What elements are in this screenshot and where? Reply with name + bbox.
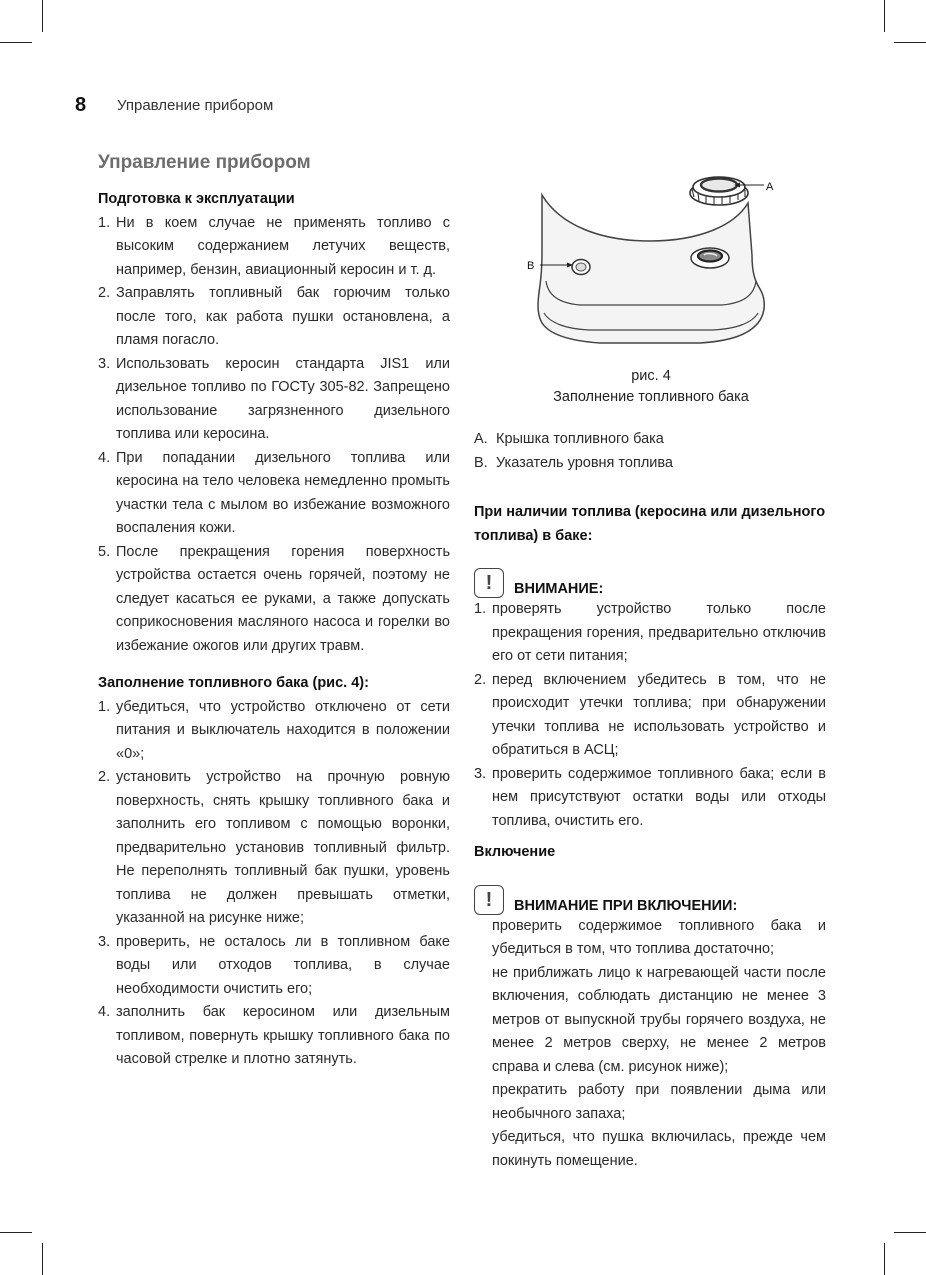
switch-on-paragraphs	[474, 915, 826, 1174]
warning-title: ВНИМАНИЕ ПРИ ВКЛЮЧЕНИИ:	[514, 897, 738, 914]
section-title: Управление прибором	[98, 152, 311, 173]
crop-mark	[42, 0, 43, 32]
crop-mark	[884, 0, 885, 32]
list-item: 1. проверять устройство только после прекращения горения, предварительно отключив его от сети питания;	[474, 601, 826, 664]
switch-on-heading: Включение	[474, 844, 556, 860]
crop-mark	[884, 1243, 885, 1275]
list-item: 2. установить устройство на прочную ровную поверхность, снять крышку топливного бака и заполнить его топливом с помощью воронки, предварительно установив топливный фильтр. Не переполнять топливный бак пушки, уровень топлива не должен превышать отметки, указанной на рисунке ниже;	[98, 769, 450, 926]
preparation-list	[98, 212, 450, 659]
fuel-tank-figure	[500, 163, 800, 353]
warning-title: ВНИМАНИЕ:	[514, 581, 604, 597]
paragraph: не приближать лицо к нагревающей части после включения, соблюдать дистанцию не менее 3 метров от выпускной трубы горячего воздуха, не менее 2 метров сверху, не менее 2 метров справа и слева (см. рисунок ниже);	[492, 964, 826, 1075]
list-item: 3. Использовать керосин стандарта JIS1 или дизельное топливо по ГОСТу 305-82. Запрещено использование загрязненного дизельного топлива или керосина.	[98, 355, 450, 442]
figure-number: рис. 4	[631, 368, 671, 384]
figure-caption	[476, 366, 826, 408]
list-item: 4. заполнить бак керосином или дизельным топливом, повернуть крышку топливного бака по часовой стрелке и плотно затянуть.	[98, 1004, 450, 1067]
preparation-heading: Подготовка к эксплуатации	[98, 191, 295, 207]
list-item: 4. При попадании дизельного топлива или керосина на тело человека немедленно промыть участки тела с мылом во избежание возможного воспаления кожи.	[98, 449, 450, 536]
exclamation-box-icon: !	[474, 885, 504, 915]
list-item: 1. Ни в коем случае не применять топливо с высоким содержанием летучих веществ, например, бензин, авиационный керосин и т. д.	[98, 214, 450, 278]
list-item: 3. проверить содержимое топливного бака; если в нем присутствуют остатки воды или отходы топлива, очистить его.	[474, 765, 826, 829]
exclamation-box-icon: !	[474, 568, 504, 598]
paragraph: убедиться, что пушка включилась, прежде чем покинуть помещение.	[492, 1129, 826, 1169]
legend-item: B. Указатель уровня топлива	[474, 454, 673, 471]
list-item: 1. убедиться, что устройство отключено от сети питания и выключатель находится в положении «0»;	[98, 698, 450, 762]
figure-legend	[474, 428, 826, 475]
paragraph: прекратить работу при появлении дыма или необычного запаха;	[492, 1082, 826, 1122]
filling-heading: Заполнение топливного бака (рис. 4):	[98, 675, 369, 691]
fuel-present-heading: При наличии топлива (керосина или дизельного топлива) в баке:	[474, 504, 826, 544]
crop-mark	[42, 1243, 43, 1275]
figure-label-b: B	[527, 260, 535, 272]
figure-label-a: A	[766, 181, 774, 193]
page-number: 8	[75, 94, 87, 116]
figure-title: Заполнение топливного бака	[553, 389, 749, 405]
list-item: 3. проверить, не осталось ли в топливном баке воды или отходов топлива, в случае необходимости очистить его;	[98, 933, 450, 997]
list-item: 2. перед включением убедитесь в том, что не происходит утечки топлива; при обнаружении утечки топлива не использовать устройство и обратиться в АСЦ;	[474, 671, 826, 758]
crop-mark	[894, 42, 926, 43]
crop-mark	[894, 1232, 926, 1233]
filling-list	[98, 696, 450, 1072]
list-item: 5. После прекращения горения поверхность устройства остается очень горячей, поэтому не следует касаться ее руками, а также допускать соприкосновения масляного насоса и горелки во избежание ожогов или других травм.	[98, 543, 450, 654]
paragraph: проверить содержимое топливного бака и убедиться в том, что топлива достаточно;	[492, 917, 826, 957]
crop-mark	[0, 42, 32, 43]
running-head: Управление прибором	[117, 97, 274, 114]
crop-mark	[0, 1232, 32, 1233]
list-item: 2. Заправлять топливный бак горючим только после того, как работа пушки остановлена, а пламя погасло.	[98, 285, 450, 348]
right-column	[474, 428, 826, 1173]
legend-item: A. Крышка топливного бака	[474, 431, 664, 447]
fuel-present-list	[474, 598, 826, 833]
left-column	[98, 188, 450, 1072]
warning-header	[474, 879, 826, 915]
warning-header	[474, 562, 826, 598]
